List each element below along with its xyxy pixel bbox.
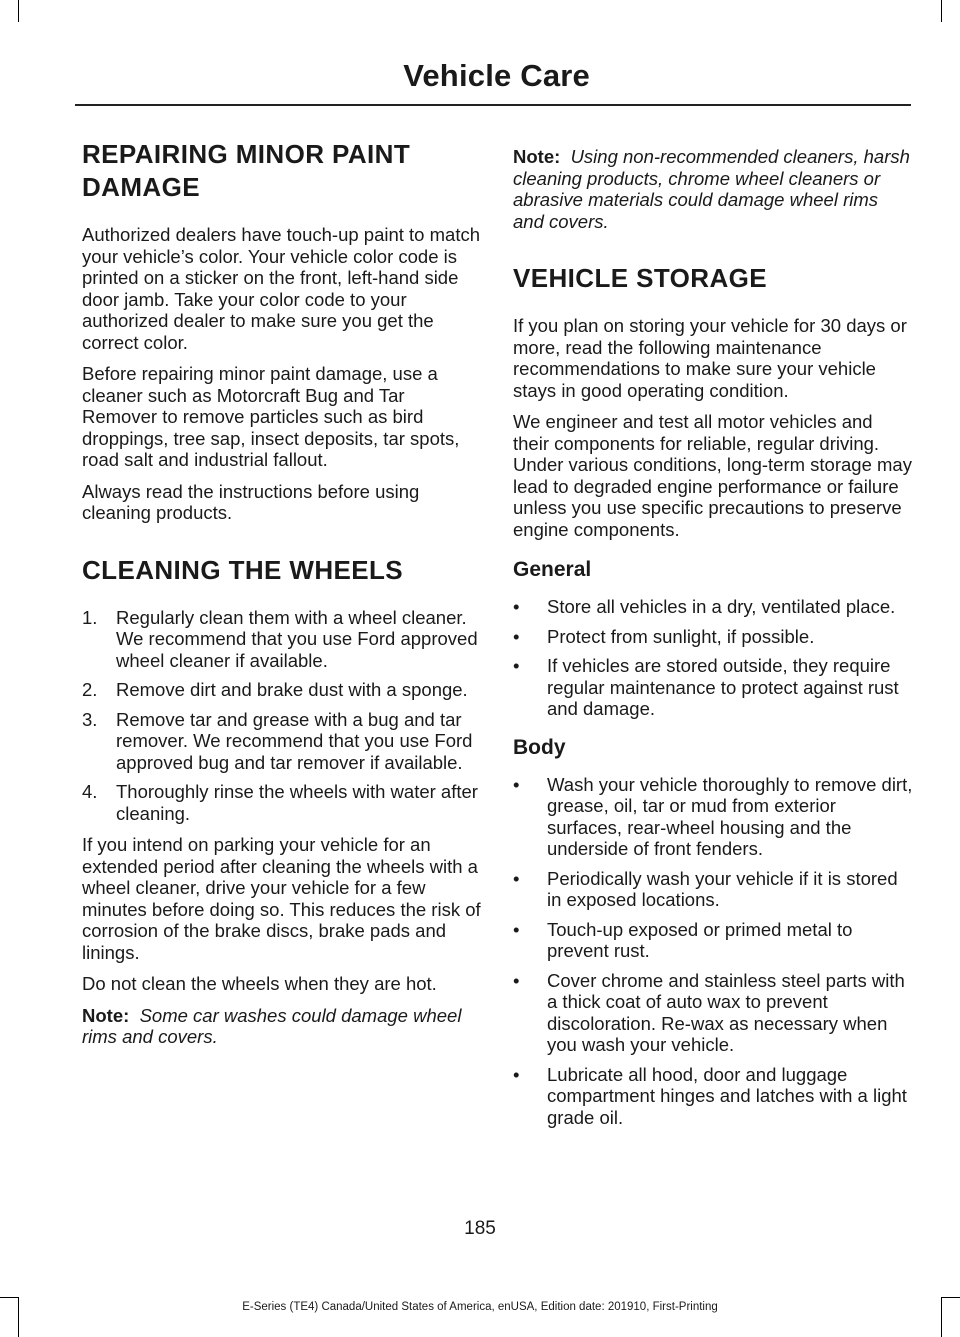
body-list <box>513 774 913 1129</box>
footer-edition: E-Series (TE4) Canada/United States of America, enUSA, Edition date: 201910, First-Printing <box>242 1301 718 1313</box>
crop-mark-top-right <box>941 0 942 22</box>
list-item: 2. Remove dirt and brake dust with a sponge. <box>82 679 468 700</box>
header-rule <box>75 104 911 106</box>
paragraph: Before repairing minor paint damage, use a cleaner such as Motorcraft Bug and Tar Remover to remove particles such as bird droppings, tree sap, insect deposits, tar spots, road salt and industrial fallout. <box>82 363 460 470</box>
paragraph: Always read the instructions before using cleaning products. <box>82 480 420 523</box>
list-item: • Protect from sunlight, if possible. <box>513 625 815 647</box>
left-column <box>82 138 482 1058</box>
subsection-title-general: General <box>513 558 592 581</box>
paragraph: If you intend on parking your vehicle for an extended period after cleaning the wheels with a wheel cleaner, drive your vehicle for a few minutes before doing so. This reduces the risk of corrosion of the brake discs, brake pads and linings. <box>82 834 481 963</box>
paragraph: Authorized dealers have touch-up paint to match your vehicle’s color. Your vehicle color code is printed on a sticker on the front, left-hand side door jamb. Take your color code to your authorized dealer to make sure you get the correct color. <box>82 224 480 353</box>
wheel-cleaning-steps <box>82 607 482 825</box>
crop-mark-bottom-left <box>0 1297 18 1298</box>
list-item: • If vehicles are stored outside, they require regular maintenance to protect against rust and damage. <box>513 655 899 719</box>
paragraph: If you plan on storing your vehicle for 30 days or more, read the following maintenance recommendations to make sure your vehicle stays in good operating condition. <box>513 315 907 401</box>
subsection-title-body: Body <box>513 735 566 759</box>
paragraph: Do not clean the wheels when they are hot. <box>82 973 437 994</box>
list-item: 1. Regularly clean them with a wheel cleaner. We recommend that you use Ford approved wheel cleaner if available. <box>82 606 478 671</box>
list-item: 4. Thoroughly rinse the wheels with water after cleaning. <box>82 781 478 824</box>
list-item: • Store all vehicles in a dry, ventilated place. <box>513 596 896 617</box>
list-item: 3. Remove tar and grease with a bug and tar remover. We recommend that you use Ford approved bug and tar remover if available. <box>82 708 473 773</box>
section-title-vehicle-storage: VEHICLE STORAGE <box>513 263 768 293</box>
list-item: • Wash your vehicle thoroughly to remove dirt, grease, oil, tar or mud from exterior surfaces, rear-wheel housing and the underside of front fenders. <box>513 773 913 859</box>
paragraph: We engineer and test all motor vehicles and their components for reliable, regular driving. Under various conditions, long-term storage may lead to degraded engine performance or failure unless you use specific precautions to preserve engine components. <box>513 411 912 540</box>
page-number: 185 <box>464 1218 496 1239</box>
crop-mark-top-left <box>18 0 19 22</box>
note: Note: Some car washes could damage wheel rims and covers. <box>82 1004 462 1047</box>
list-item: • Periodically wash your vehicle if it is stored in exposed locations. <box>513 867 898 910</box>
list-item: • Touch-up exposed or primed metal to prevent rust. <box>513 918 853 961</box>
list-item: • Lubricate all hood, door and luggage compartment hinges and latches with a light grade oil. <box>513 1063 907 1128</box>
crop-mark-bottom-right <box>941 1297 960 1298</box>
section-title-repairing-paint: REPAIRING MINOR PAINT DAMAGE <box>82 139 411 202</box>
section-title-cleaning-wheels: CLEANING THE WHEELS <box>82 554 404 585</box>
right-column <box>513 146 913 1138</box>
list-item: • Cover chrome and stainless steel parts with a thick coat of auto wax to prevent discoloration. Re-wax as necessary when you wash your vehicle. <box>513 969 905 1055</box>
page-header-title: Vehicle Care <box>403 58 590 93</box>
general-list <box>513 596 913 720</box>
note: Note: Using non-recommended cleaners, harsh cleaning products, chrome wheel cleaners or abrasive materials could damage wheel rims and covers. <box>513 146 910 232</box>
